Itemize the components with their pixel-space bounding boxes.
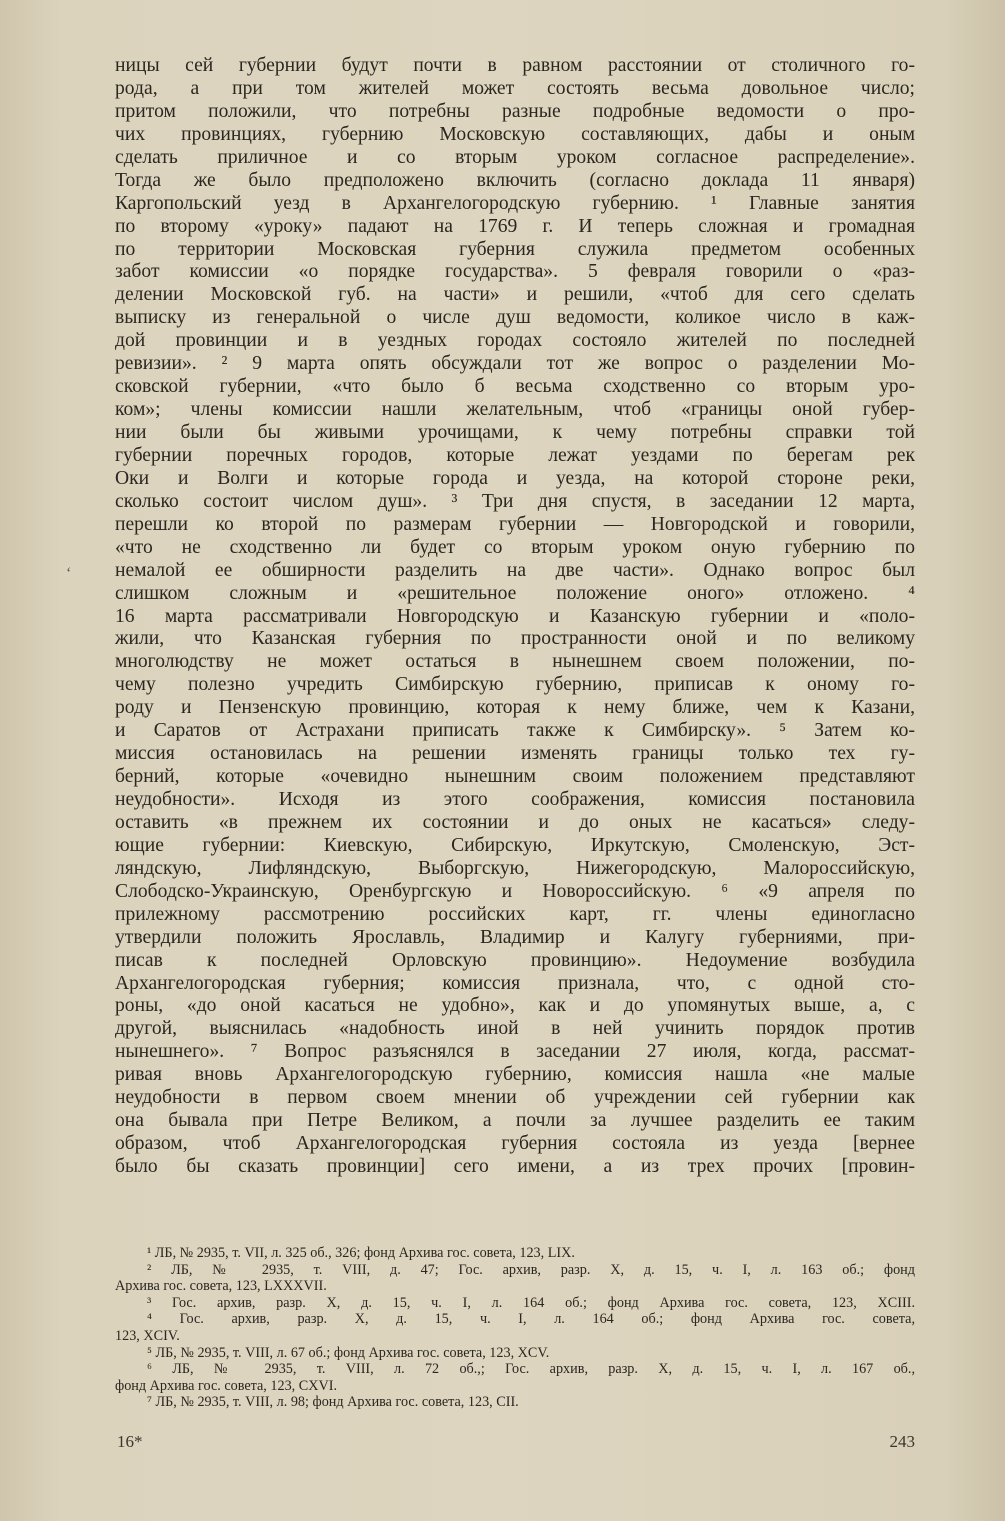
text-line: ющие губернии: Киевскую, Сибирскую, Иркутскую, Смоленскую, Эст- — [115, 834, 915, 856]
footnotes — [115, 1245, 915, 1411]
text-line: «что не сходственно ли будет со вторым уроком оную губернию по — [115, 536, 915, 558]
text-line: сколько состоит числом душ». ³ Три дня спустя, в заседании 12 марта, — [115, 490, 915, 512]
main-text — [115, 55, 915, 1179]
text-line: многолюдству не может остаться в нынешнем своем положении, по- — [115, 651, 915, 673]
text-line: нии были бы живыми урочищами, к чему потребны справки той — [115, 422, 915, 443]
text-line: ривая вновь Архангелогородскую губернию, комиссия нашла «не малые — [115, 1064, 915, 1086]
text-line: она бывала при Петре Великом, а почли за лучшее разделить ее таким — [115, 1110, 915, 1132]
text-line: писав к последней Орловскую провинцию». Недоумение возбудила — [115, 949, 915, 971]
footnote-line: 123, XCIV. — [115, 1327, 180, 1344]
text-line: ницы сей губернии будут почти в равном расстоянии от столичного го- — [115, 55, 915, 76]
text-line: губернии поречных городов, которые лежат уездами по берегам рек — [115, 444, 915, 466]
text-line: ляндскую, Лифляндскую, Выборгскую, Нижегородскую, Малороссийскую, — [115, 857, 915, 879]
text-line: дой провинции и в уездных городах состояло жителей по последней — [115, 330, 915, 352]
text-line: чих провинциях, губернию Московскую составляющих, дабы и оным — [115, 123, 915, 145]
footnote-line: ⁴ Гос. архив, разр. X, д. 15, ч. I, л. 164 об.; фонд Архива гос. совета, — [147, 1311, 915, 1328]
text-line: Каргопольский уезд в Архангелогородскую губернию. ¹ Главные занятия — [115, 192, 915, 214]
text-line: по территории Московская губерния служила предметом особенных — [115, 238, 915, 260]
text-line: неудобности в первом своем мнении об учреждении сей губернии как — [115, 1087, 915, 1109]
text-line: берний, которые «очевидно нынешним своим положением представляют — [115, 766, 915, 788]
text-line: роны, «до оной касаться не удобно», как и до упомянутых выше, а, с — [115, 995, 915, 1017]
text-line: миссия остановилась на решении изменять границы только тех гу- — [115, 743, 915, 765]
text-line: другой, выяснилась «надобность иной в ней учинить порядок против — [115, 1018, 915, 1040]
footnote-line: ² ЛБ, № 2935, т. VIII, д. 47; Гос. архив, разр. X, д. 15, ч. I, л. 163 об.; фонд — [147, 1261, 915, 1278]
footnote-line: ⁵ ЛБ, № 2935, т. VIII, л. 67 об.; фонд Архива гос. совета, 123, XCV. — [147, 1344, 550, 1361]
text-line: ком»; члены комиссии нашли желательным, чтоб «границы оной губер- — [115, 399, 915, 421]
printer-signature: 16* — [117, 1432, 143, 1451]
text-line: выписку из генеральной о числе душ ведомости, коликое число в каж- — [115, 307, 915, 329]
text-line: притом положили, что потребны разные подробные ведомости о про- — [115, 100, 915, 122]
text-line: Оки и Волги и которые города и уезда, на которой стороне реки, — [115, 467, 915, 489]
text-line: и Саратов от Астрахани приписать также к Симбирску». ⁵ Затем ко- — [115, 720, 915, 742]
footnote-line: ⁶ ЛБ, № 2935, т. VIII, л. 72 об.,; Гос. архив, разр. X, д. 15, ч. I, л. 167 об., — [147, 1361, 915, 1378]
text-line: Архангелогородская губерния; комиссия признала, что, с одной сто- — [115, 972, 915, 994]
text-line: прилежному рассмотрению российских карт, гг. члены единогласно — [115, 903, 915, 925]
text-line: слишком сложным и «решительное положение оного» отложено. ⁴ — [115, 582, 915, 604]
text-line: ревизии». ² 9 марта опять обсуждали тот же вопрос о разделении Мо- — [115, 353, 915, 375]
text-line: жили, что Казанская губерния по пространности оной и по великому — [115, 628, 915, 650]
text-line: немалой ее обширности разделить на две части». Однако вопрос был — [115, 559, 915, 581]
footnote-line: Архива гос. совета, 123, LXXXVII. — [115, 1278, 327, 1295]
text-line: делении Московской губ. на части» и решили, «чтоб для сего сделать — [115, 284, 915, 306]
text-line: сделать приличное и со вторым уроком согласное распределение». — [115, 146, 915, 168]
text-line: образом, чтоб Архангелогородская губерния состояла из уезда [вернее — [115, 1133, 915, 1155]
text-line: сковской губернии, «что было б весьма сходственно со вторым уро- — [115, 376, 915, 398]
text-line: рода, а при том жителей может состоять весьма довольное число; — [115, 77, 915, 99]
text-line: забот комиссии «о порядке государства». 5 февраля говорили о «раз- — [115, 261, 915, 283]
text-line: Тогда же было предположено включить (согласно доклада 11 января) — [115, 169, 915, 191]
text-line: нынешнего». ⁷ Вопрос разъяснялся в заседании 27 июля, когда, рассмат- — [115, 1041, 915, 1063]
text-line: чему полезно учредить Симбирскую губернию, приписав к оному го- — [115, 674, 915, 696]
text-line: утвердили положить Ярославль, Владимир и Калугу губерниями, при- — [115, 926, 915, 948]
text-line: неудобности». Исходя из этого соображения, комиссия постановила — [115, 789, 915, 810]
text-line: было бы сказать провинции] сего имени, а из трех прочих [провин- — [115, 1156, 915, 1177]
footnote-line: ¹ ЛБ, № 2935, т. VII, л. 325 об., 326; фонд Архива гос. совета, 123, LIX. — [147, 1245, 575, 1261]
footnote-line: ³ Гос. архив, разр. X, д. 15, ч. I, л. 164 об.; фонд Архива гос. совета, 123, XCIII. — [147, 1294, 915, 1311]
page-number: 243 — [889, 1432, 915, 1451]
footnote-line: фонд Архива гос. совета, 123, CXVI. — [115, 1377, 337, 1394]
footnote-line: ⁷ ЛБ, № 2935, т. VIII, л. 98; фонд Архива гос. совета, 123, CII. — [147, 1394, 519, 1411]
text-line: оставить «в прежнем их состоянии и до оных не касаться» следу- — [115, 811, 915, 833]
text-line: роду и Пензенскую провинцию, которая к нему ближе, чем к Казани, — [115, 697, 915, 719]
margin-mark: ‘ — [66, 565, 72, 582]
text-line: 16 марта рассматривали Новгородскую и Казанскую губернии и «поло- — [115, 605, 915, 627]
text-line: по второму «уроку» падают на 1769 г. И теперь сложная и громадная — [115, 215, 915, 237]
text-line: Слободско-Украинскую, Оренбургскую и Новороссийскую. ⁶ «9 апреля по — [115, 880, 915, 902]
text-line: перешли ко второй по размерам губернии — Новгородской и говорили, — [115, 513, 915, 535]
